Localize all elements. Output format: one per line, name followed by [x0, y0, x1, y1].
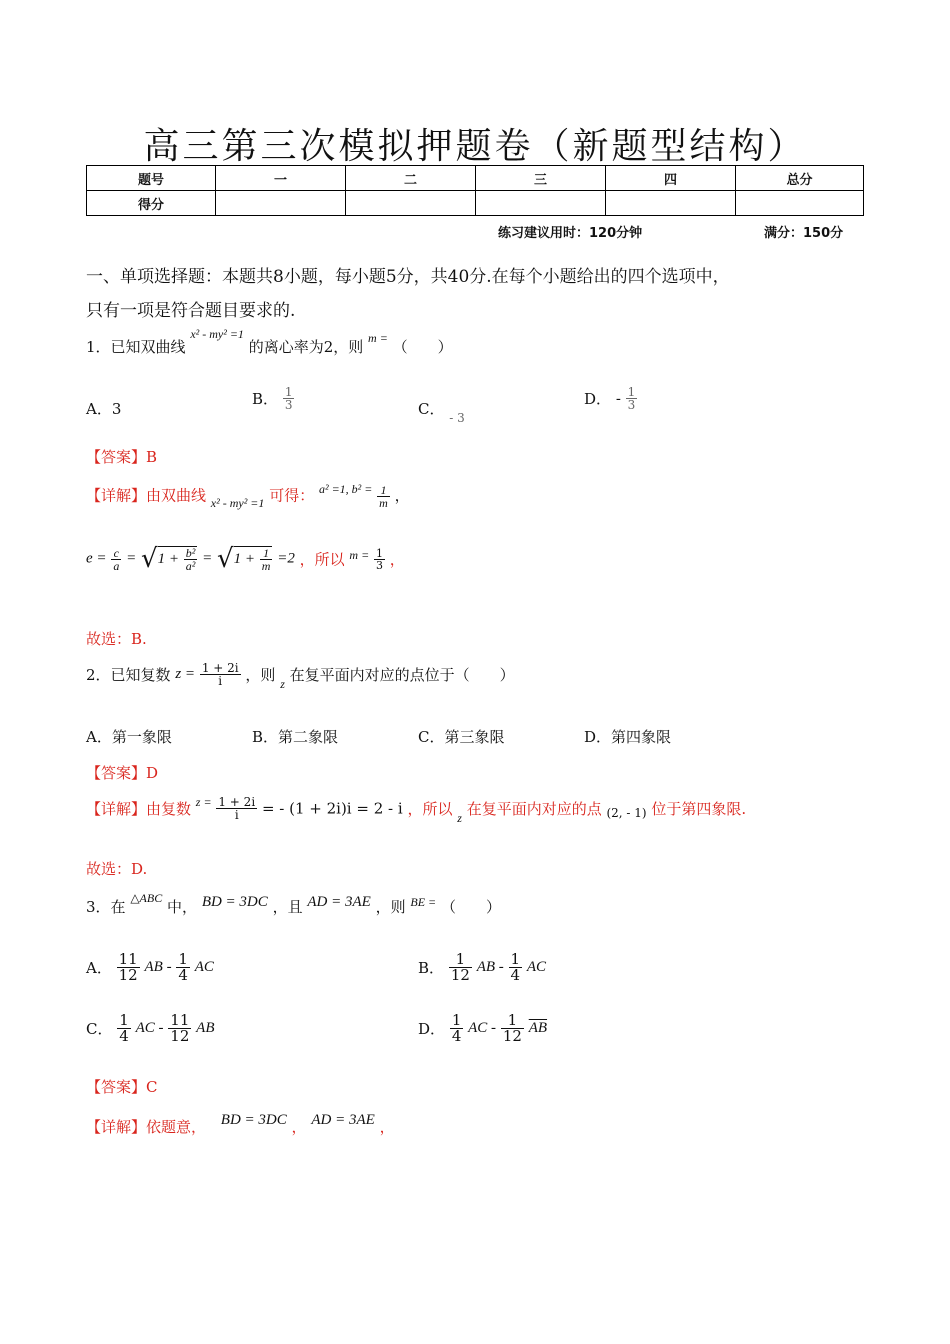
q3-triangle: △ABC — [130, 891, 163, 905]
q1-detail-line1 — [86, 481, 410, 510]
q2-fraction — [200, 662, 241, 687]
q1-e-ca-fraction — [111, 547, 121, 572]
score-table-header-row — [87, 166, 864, 191]
q1-paren: （ ） — [392, 338, 453, 356]
q3-a-d1: 12 — [118, 966, 138, 984]
q3-ad: AD = 3AE — [307, 894, 371, 910]
q1-detail-mid: 可得： — [269, 486, 315, 505]
q1-middle: 的离心率为2，则 — [248, 338, 364, 356]
q1-option-d[interactable] — [584, 386, 637, 411]
score-input-cell[interactable] — [736, 191, 864, 216]
q1-e-a: a — [113, 558, 120, 573]
q1-detail-b2-den: m — [379, 496, 388, 510]
q3-d-t2: $\overline{AB}$ — [528, 1020, 548, 1036]
q2-detail-point: (2, - 1) — [606, 805, 647, 820]
full-score: 满分：150分 — [764, 226, 844, 241]
q2-num: 1 + 2i — [201, 661, 239, 675]
q3-a-d2: 4 — [178, 966, 188, 984]
q1-detail-ab: a² =1, b² = — [318, 481, 373, 496]
q1-option-b[interactable] — [252, 386, 294, 411]
q2-option-c[interactable]: C．第三象限 — [418, 728, 505, 746]
q1-option-b-label: B． — [252, 390, 279, 408]
q3-detail-comma1: ， — [291, 1118, 307, 1136]
q1-eccentricity-line — [86, 544, 405, 574]
q1-option-b-fraction — [283, 386, 295, 411]
q1-e-b2a2-fraction — [184, 547, 198, 572]
q1-hyperbola-formula: x² - my² =1 — [190, 327, 244, 341]
q1-e-c: c — [113, 545, 119, 560]
q1-option-d-num: 1 — [627, 385, 636, 399]
score-table — [86, 165, 864, 216]
q1-sqrt-sign-icon-2: √ — [217, 544, 234, 574]
q1-choose: 故选：B. — [86, 630, 147, 648]
score-input-cell[interactable] — [216, 191, 346, 216]
q3-b-d1: 12 — [450, 966, 470, 984]
score-header-cell: 四 — [606, 166, 736, 191]
q1-e-sqrt1: 1 + — [157, 551, 179, 567]
q3-option-b[interactable] — [418, 952, 546, 983]
q1-option-b-num: 1 — [284, 385, 293, 399]
q2-detail-label: 【详解】由复数 — [86, 800, 192, 818]
q1-so: ，所以 — [299, 550, 345, 569]
q1-m-num: 1 — [375, 546, 383, 560]
q3-option-d-frac2 — [501, 1013, 524, 1044]
q3-mid3: ，则 — [375, 898, 406, 916]
q1-option-d-sign: - — [615, 389, 621, 408]
q2-detail-z2: z — [457, 811, 462, 825]
q2-option-b[interactable]: B．第二象限 — [252, 728, 339, 746]
q2-answer: 【答案】D — [86, 764, 159, 782]
q1-e-eq1: = — [126, 550, 137, 567]
q3-c-d2: 12 — [170, 1027, 190, 1045]
q3-d-d2: 12 — [502, 1027, 522, 1045]
q1-e-lhs: e = — [86, 550, 107, 567]
q3-mid1: 中， — [167, 898, 198, 916]
q3-option-b-label: B． — [418, 959, 445, 977]
q3-b-d2: 4 — [510, 966, 521, 984]
q3-paren: （ ） — [440, 898, 501, 916]
q3-be: BE = — [410, 895, 437, 909]
q3-mid2: ，且 — [272, 898, 303, 916]
q3-stem — [86, 891, 501, 917]
q3-option-a-frac1 — [117, 952, 140, 983]
q2-detail-so: ，所以 — [407, 800, 453, 818]
q1-var: m = — [368, 331, 388, 345]
q1-end: ， — [389, 550, 405, 569]
q2-detail-line — [86, 795, 747, 825]
q1-option-d-label: D． — [584, 390, 612, 408]
q3-d-t1: AC - — [468, 1020, 497, 1036]
q1-e-one: 1 — [263, 546, 270, 560]
q2-detail-den: i — [216, 808, 257, 821]
suggested-time: 练习建议用时：120分钟 — [498, 226, 643, 241]
q3-option-b-frac1 — [449, 952, 472, 983]
q1-prefix: 1．已知双曲线 — [86, 338, 186, 356]
q1-detail-b2-num: 1 — [380, 483, 387, 497]
q2-option-d[interactable]: D．第四象限 — [584, 728, 672, 746]
q1-e-b2: b² — [185, 546, 196, 560]
q3-detail-comma2: ， — [379, 1118, 395, 1136]
q1-detail-formula: x² - my² =1 — [210, 495, 265, 510]
q3-d-n1: 1 — [451, 1011, 462, 1029]
q1-option-c-value: - 3 — [449, 411, 465, 425]
q1-option-b-den: 3 — [284, 398, 293, 412]
q3-option-a-frac2 — [176, 952, 190, 983]
score-row-label: 得分 — [87, 191, 216, 216]
q3-a-n2: 1 — [178, 950, 188, 968]
section-heading-line2: 只有一项是符合题目要求的. — [86, 301, 296, 321]
q3-detail-label: 【详解】依题意， — [86, 1118, 207, 1136]
q2-prefix: 2．已知复数 — [86, 666, 171, 684]
q2-stem — [86, 661, 515, 691]
q2-detail-num: 1 + 2i — [218, 795, 256, 809]
q3-prefix: 3．在 — [86, 898, 126, 916]
score-header-cell: 二 — [346, 166, 476, 191]
q3-b-n1: 1 — [455, 950, 466, 968]
q1-e-eq3: =2 — [277, 550, 295, 567]
q3-option-d-frac1 — [450, 1013, 464, 1044]
q2-choose: 故选：D. — [86, 860, 148, 878]
score-header-cell: 题号 — [87, 166, 216, 191]
q1-sqrt-body-2 — [234, 546, 273, 572]
q3-c-t2: AB — [196, 1020, 215, 1036]
q3-option-c-frac2 — [168, 1013, 191, 1044]
q1-detail-label: 【详解】由双曲线 — [86, 486, 207, 505]
q1-detail-comma: ， — [394, 486, 410, 505]
q3-c-d1: 4 — [119, 1027, 129, 1045]
q3-d-d1: 4 — [451, 1027, 462, 1045]
q2-detail-mid: 在复平面内对应的点 — [466, 800, 602, 818]
q2-rest: 在复平面内对应的点位于（ ） — [289, 666, 515, 684]
q3-c-n2: 11 — [170, 1011, 190, 1029]
q2-detail-rest: = - (1 + 2i)i = 2 - i — [261, 799, 403, 818]
score-input-cell[interactable] — [606, 191, 736, 216]
q3-b-t2: AC — [526, 959, 547, 975]
score-header-cell: 总分 — [736, 166, 864, 191]
q3-detail-line — [86, 1112, 395, 1137]
q1-e-m: m — [261, 559, 271, 573]
score-header-cell: 一 — [216, 166, 346, 191]
q1-answer: 【答案】B — [86, 448, 158, 466]
q1-option-d-fraction — [626, 386, 638, 411]
q3-option-d[interactable] — [418, 1013, 547, 1044]
q3-c-n1: 1 — [119, 1011, 129, 1029]
q3-option-c-frac1 — [117, 1013, 131, 1044]
score-header-cell: 三 — [476, 166, 606, 191]
q1-stem — [86, 327, 453, 357]
q1-e-sqrt2: 1 + — [233, 551, 255, 567]
q3-bd: BD = 3DC — [201, 894, 268, 910]
q1-sqrt-sign-icon: √ — [141, 544, 158, 574]
q3-a-n1: 11 — [118, 950, 138, 968]
q1-m-den: 3 — [375, 558, 383, 572]
q3-detail-ad: AD = 3AE — [311, 1112, 375, 1128]
q2-mid: ，则 — [245, 666, 276, 684]
q1-e-1m-fraction — [260, 547, 273, 572]
q2-option-a[interactable]: A．第一象限 — [86, 728, 172, 746]
q3-option-c[interactable] — [86, 1013, 215, 1044]
q3-option-a[interactable] — [86, 952, 214, 983]
q1-detail-b2-fraction — [377, 484, 390, 509]
q3-b-t1: AB - — [476, 959, 504, 975]
page-title: 高三第三次模拟押题卷（新题型结构） — [143, 126, 807, 167]
q1-e-a2: a² — [185, 559, 196, 573]
q3-a-t2: AC — [194, 959, 214, 975]
score-table-score-row — [87, 191, 864, 216]
q3-option-d-label: D． — [418, 1020, 446, 1038]
q3-answer: 【答案】C — [86, 1078, 158, 1096]
q2-detail-z: z = — [195, 795, 212, 809]
q1-option-a[interactable]: A．3 — [86, 400, 122, 418]
q1-e-eq2: = — [202, 550, 213, 567]
q3-detail-bd: BD = 3DC — [220, 1112, 287, 1128]
q1-option-c[interactable] — [418, 398, 465, 425]
score-input-cell[interactable] — [346, 191, 476, 216]
q2-detail-fraction — [216, 796, 257, 821]
q2-detail-end: 位于第四象限. — [651, 800, 747, 818]
q1-m-eq: m = — [349, 547, 370, 562]
section-heading-line1: 一、单项选择题：本题共8小题，每小题5分，共40分.在每个小题给出的四个选项中， — [86, 267, 730, 287]
q3-c-t1: AC - — [135, 1020, 164, 1036]
q1-option-c-label: C． — [418, 400, 445, 418]
q3-option-c-label: C． — [86, 1020, 113, 1038]
q1-m-fraction — [374, 548, 385, 571]
q2-z-eq: z = — [175, 666, 196, 682]
q3-a-t1: AB - — [144, 959, 172, 975]
q1-sqrt-body-1 — [158, 546, 198, 572]
score-input-cell[interactable] — [476, 191, 606, 216]
q3-d-n2: 1 — [507, 1011, 518, 1029]
q3-option-b-frac2 — [509, 952, 523, 983]
q2-den: i — [200, 674, 241, 687]
q1-option-d-den: 3 — [627, 398, 636, 412]
q3-b-n2: 1 — [510, 950, 521, 968]
q3-option-a-label: A． — [86, 959, 112, 977]
q2-z: z — [280, 677, 285, 691]
